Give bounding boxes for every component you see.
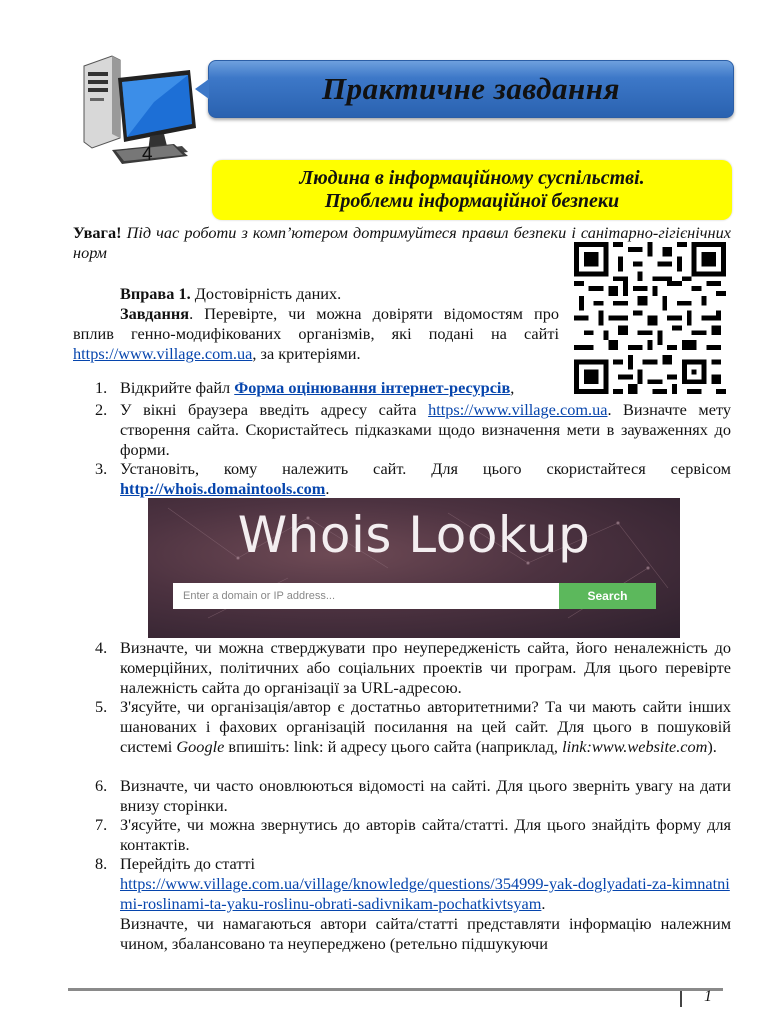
list-item-number: 5. (95, 697, 108, 716)
article-link[interactable]: https://www.village.com.ua/village/knowledge/questions/354999-yak-doglyadati-za-kimnatnimi-roslinami-ta-yaku-roslinu-obrati-sadivnikam-pochatkivtsyam (120, 874, 730, 913)
task-text: . Перевірте, чи можна довіряти відомостям про вплив генно-модифікованих організмів, які подані на сайті (73, 304, 559, 343)
list-item (73, 378, 731, 398)
task-end: , за критеріями. (252, 344, 361, 363)
lesson-number: 4 (142, 144, 153, 165)
whois-title: Whois Lookup (237, 506, 591, 564)
village-site-link[interactable]: https://www.village.com.ua (73, 344, 253, 363)
list-item-text: Визначте, чи намагаються автори сайта/статті представляти інформацію належним чином, збалансовано та неупереджено (ретельно підшукуючи (120, 914, 731, 953)
exercise-name: Достовірність даних. (190, 284, 342, 303)
list-item (73, 815, 731, 855)
topic-subtitle (212, 160, 732, 220)
task-paragraph (73, 304, 559, 364)
warning-text: Під час роботи з комп’ютером дотримуйтеся правил безпеки і санітарно-гігієнічних норм (73, 223, 731, 262)
list-item-number: 2. (95, 400, 108, 419)
list-item-number: 8. (95, 854, 108, 873)
list-item-text: . (541, 894, 546, 913)
whois-link[interactable]: http://whois.domaintools.com (120, 479, 326, 498)
subtitle-line-1: Людина в інформаційному суспільстві. (299, 167, 645, 189)
list-item (73, 459, 731, 499)
exercise-intro (73, 284, 559, 364)
title-banner (208, 60, 734, 118)
footer-tick (680, 991, 682, 1007)
google-text: Google (176, 737, 225, 756)
page-number: 1 (704, 988, 712, 1005)
list-item-text: ). (707, 737, 717, 756)
subtitle-line-2: Проблеми інформаційної безпеки (324, 190, 620, 212)
whois-lookup-image (148, 498, 680, 638)
exercise-label: Вправа 1. (120, 284, 191, 303)
list-item-text: . (325, 479, 330, 498)
list-item-text: впишіть: link: й адресу цього сайта (наприклад, (224, 737, 563, 756)
domain-search-input[interactable]: Enter a domain or IP address... (173, 583, 559, 609)
list-item-number: 3. (95, 459, 108, 478)
list-item-text: Установіть, кому належить сайт. Для цього скористайтеся сервісом (120, 459, 731, 478)
qr-code-icon (572, 242, 728, 394)
list-item (73, 697, 731, 757)
list-item-text: Визначте, чи часто оновлюються відомості на сайті. Для цього зверніть увагу на дати внизу сторінки. (120, 776, 731, 815)
list-item-text: Визначте, чи можна стверджувати про неупередженість сайта, його неналежність до комерційних, політичних або соціальних проектів чи програм. Для цього перевірте належність сайта до організації за URL-адресою. (120, 638, 731, 697)
list-item-number: 7. (95, 815, 108, 834)
list-item-text: Відкрийте файл (120, 378, 235, 397)
list-item (73, 400, 731, 460)
village-site-link[interactable]: https://www.village.com.ua (428, 400, 608, 419)
list-item (73, 638, 731, 698)
evaluation-form-link[interactable]: Форма оцінювання інтернет-ресурсів (234, 378, 511, 397)
search-button[interactable]: Search (559, 583, 656, 609)
list-item-text: , (510, 378, 515, 397)
link-example: link:www.website.com (562, 737, 708, 756)
list-item-number: 1. (95, 378, 108, 397)
list-item-text: З'ясуйте, чи можна звернутись до авторів сайта/статті. Для цього знайдіть форму для контактів. (120, 815, 731, 854)
page-title: Практичне завдання (322, 71, 620, 106)
list-item-text: . Визначте мету створення сайта. Скористайтесь підказками щодо визначення мети в зауваженнях до форми. (120, 400, 731, 459)
list-item-text: Перейдіть до статті (120, 854, 256, 873)
list-item-text: З'ясуйте, чи організація/автор є достатньо авторитетними? Та чи мають сайти інших шанованих і фахових організацій посилання на цей сайт. Для цього в пошуковій системі (120, 697, 731, 756)
warning-label: Увага! (73, 223, 122, 242)
exercise-heading (73, 284, 559, 304)
list-item (73, 854, 731, 954)
list-item (73, 776, 731, 816)
list-item-number: 4. (95, 638, 108, 657)
list-item-text: У вікні браузера введіть адресу сайта (120, 400, 429, 419)
list-item-number: 6. (95, 776, 108, 795)
footer-divider (68, 988, 723, 991)
task-label: Завдання (120, 304, 190, 323)
